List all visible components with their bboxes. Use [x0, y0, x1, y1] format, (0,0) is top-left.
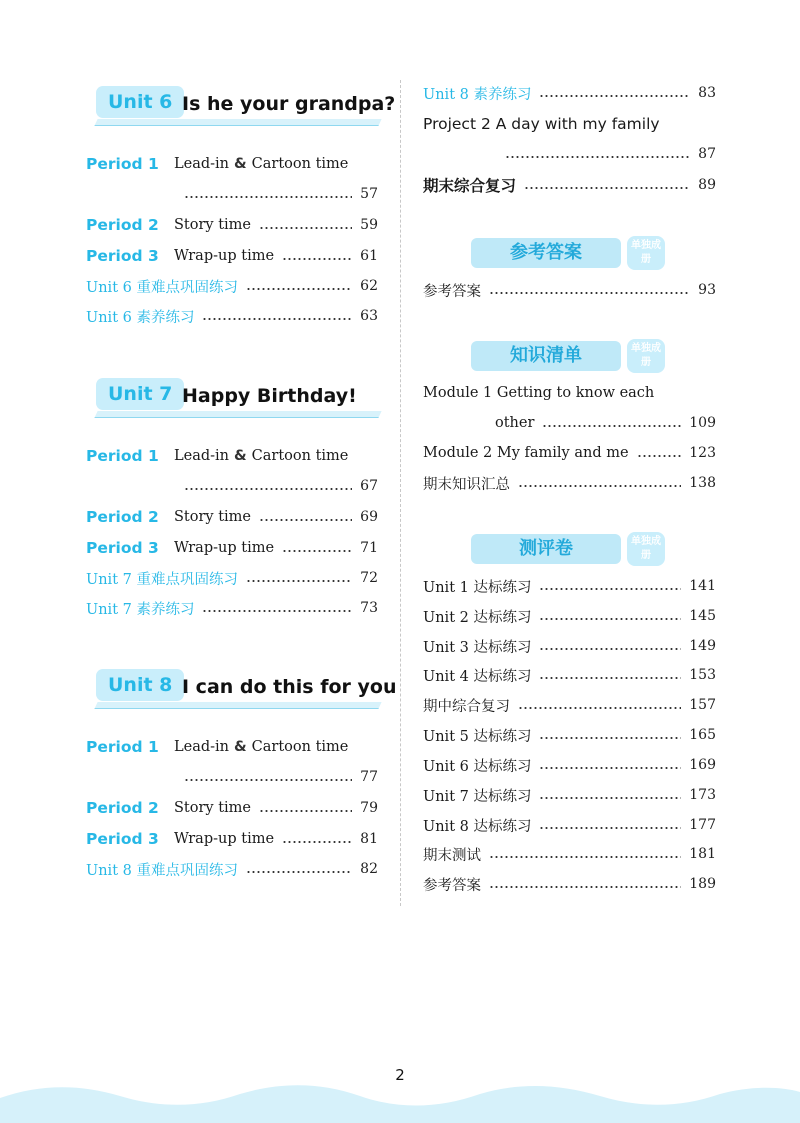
page-number: 153 — [689, 667, 716, 683]
entry-label: Lead-in — [174, 156, 230, 172]
toc-entry-continued[interactable] — [86, 766, 378, 788]
leader-dots — [489, 292, 690, 294]
page-number: 81 — [360, 831, 378, 847]
toc-entry[interactable] — [423, 814, 716, 836]
entry-label: Unit 2 达标练习 — [423, 609, 532, 626]
separate-volume-tag: 单独成册 — [627, 339, 665, 373]
knowledge-banner — [471, 339, 671, 373]
leader-dots — [282, 841, 352, 843]
period-label: Period 1 — [86, 155, 159, 173]
entry-label: Unit 6 达标练习 — [423, 758, 532, 775]
entry-label: Unit 5 达标练习 — [423, 728, 532, 745]
page-number: 93 — [698, 282, 716, 298]
section-title: 知识清单 — [471, 341, 621, 371]
page-number: 165 — [689, 727, 716, 743]
toc-entry[interactable] — [86, 153, 378, 175]
toc-entry[interactable] — [86, 797, 378, 819]
toc-entry[interactable] — [423, 843, 716, 865]
unit-title: Is he your grandpa? — [182, 93, 396, 115]
page-number: 82 — [360, 861, 378, 877]
leader-dots — [539, 618, 681, 620]
toc-entry[interactable] — [423, 575, 716, 597]
leader-dots — [505, 156, 690, 158]
leader-dots — [184, 196, 352, 198]
leader-dots — [539, 737, 681, 739]
leader-dots — [246, 871, 352, 873]
entry-label: Unit 7 重难点巩固练习 — [86, 571, 238, 588]
ampersand: & — [234, 739, 247, 755]
page-number: 141 — [689, 578, 716, 594]
entry-label-cont: other — [495, 415, 535, 431]
entry-label: 期末知识汇总 — [423, 476, 510, 493]
entry-label: Unit 7 达标练习 — [423, 788, 532, 805]
page-number: 123 — [689, 445, 716, 461]
toc-entry[interactable] — [86, 537, 378, 559]
toc-entry-continued[interactable] — [86, 475, 378, 497]
page-number: 89 — [698, 177, 716, 193]
toc-entry[interactable] — [86, 445, 378, 467]
column-divider — [400, 80, 401, 906]
entry-label-2: Cartoon time — [251, 448, 349, 464]
leader-dots — [282, 550, 352, 552]
header-underline — [94, 119, 381, 126]
leader-dots — [542, 425, 681, 427]
leader-dots — [184, 488, 352, 490]
page-number: 57 — [360, 186, 378, 202]
toc-entry-continued[interactable] — [423, 143, 716, 165]
entry-label: Unit 6 重难点巩固练习 — [86, 279, 238, 296]
unit-title: I can do this for you — [182, 676, 397, 698]
entry-label: Lead-in — [174, 448, 230, 464]
leader-dots — [202, 610, 352, 612]
entry-label: Unit 8 重难点巩固练习 — [86, 862, 238, 879]
entry-label: 期中综合复习 — [423, 698, 510, 715]
toc-entry[interactable] — [423, 873, 716, 895]
toc-entry-continued[interactable] — [423, 412, 716, 434]
period-label: Period 2 — [86, 508, 159, 526]
toc-entry[interactable] — [423, 724, 716, 746]
leader-dots — [282, 258, 352, 260]
toc-entry[interactable] — [423, 472, 716, 494]
toc-entry[interactable] — [86, 828, 378, 850]
period-label: Period 1 — [86, 738, 159, 756]
leader-dots — [539, 677, 681, 679]
wave-shape — [0, 1085, 800, 1123]
toc-entry[interactable] — [86, 245, 378, 267]
leader-dots — [539, 95, 690, 97]
section-title: 测评卷 — [471, 534, 621, 564]
page-number: 109 — [689, 415, 716, 431]
toc-entry[interactable] — [86, 506, 378, 528]
entry-label-2: Cartoon time — [251, 739, 349, 755]
leader-dots — [637, 455, 682, 457]
page-number: 189 — [689, 876, 716, 892]
ampersand: & — [234, 448, 247, 464]
period-label: Period 2 — [86, 216, 159, 234]
entry-label: Unit 6 素养练习 — [86, 309, 195, 326]
unit-badge: Unit 6 — [96, 86, 184, 118]
toc-entry[interactable] — [423, 382, 716, 404]
entry-label: Unit 7 素养练习 — [86, 601, 195, 618]
page-number: 173 — [689, 787, 716, 803]
page-number: 149 — [689, 638, 716, 654]
toc-entry[interactable] — [86, 858, 378, 880]
unit-badge: Unit 7 — [96, 378, 184, 410]
entry-label: Unit 4 达标练习 — [423, 668, 532, 685]
entry-label-2: Cartoon time — [251, 156, 349, 172]
entry-label: Lead-in — [174, 739, 230, 755]
toc-entry[interactable] — [423, 754, 716, 776]
separate-volume-tag: 单独成册 — [627, 532, 665, 566]
page-number: 157 — [689, 697, 716, 713]
toc-entry[interactable] — [86, 567, 378, 589]
page-number: 72 — [360, 570, 378, 586]
leader-dots — [539, 767, 681, 769]
entry-label: Story time — [174, 217, 252, 233]
unit-badge: Unit 8 — [96, 669, 184, 701]
page-number: 73 — [360, 600, 378, 616]
page-number: 169 — [689, 757, 716, 773]
entry-label: Story time — [174, 509, 252, 525]
entry-label: Unit 3 达标练习 — [423, 639, 532, 656]
entry-label: 参考答案 — [423, 283, 481, 300]
toc-entry[interactable] — [423, 635, 716, 657]
leader-dots — [259, 227, 352, 229]
leader-dots — [489, 886, 681, 888]
period-label: Period 3 — [86, 247, 159, 265]
page-number: 63 — [360, 308, 378, 324]
toc-entry[interactable] — [423, 82, 716, 104]
leader-dots — [259, 519, 352, 521]
wave-decoration — [0, 1078, 800, 1123]
answers-banner — [471, 236, 671, 270]
entry-label: Project 2 A day with my family — [423, 115, 660, 133]
entry-label: Wrap-up time — [174, 540, 275, 556]
page-number: 181 — [689, 846, 716, 862]
entry-label: Story time — [174, 800, 252, 816]
page-number: 71 — [360, 540, 378, 556]
toc-entry[interactable] — [423, 279, 716, 301]
toc-entry[interactable] — [423, 605, 716, 627]
toc-entry[interactable] — [423, 113, 716, 135]
leader-dots — [246, 288, 352, 290]
entry-label: Module 2 My family and me — [423, 445, 629, 461]
unit-title: Happy Birthday! — [182, 385, 357, 407]
entry-label: Unit 1 达标练习 — [423, 579, 532, 596]
period-label: Period 1 — [86, 447, 159, 465]
page-number: 83 — [698, 85, 716, 101]
toc-entry[interactable] — [423, 784, 716, 806]
toc-entry[interactable] — [423, 174, 716, 196]
page-number: 69 — [360, 509, 378, 525]
entry-label: Unit 8 素养练习 — [423, 86, 532, 103]
header-underline — [94, 702, 381, 709]
page-number: 79 — [360, 800, 378, 816]
entry-label: 期末综合复习 — [423, 177, 517, 195]
leader-dots — [539, 797, 681, 799]
entry-label: Module 1 Getting to know each — [423, 385, 655, 401]
toc-entry-continued[interactable] — [86, 183, 378, 205]
header-underline — [94, 411, 381, 418]
toc-entry[interactable] — [86, 214, 378, 236]
unit-7-header — [96, 376, 380, 420]
period-label: Period 2 — [86, 799, 159, 817]
page-number: 62 — [360, 278, 378, 294]
leader-dots — [246, 580, 352, 582]
period-label: Period 3 — [86, 830, 159, 848]
separate-volume-tag: 单独成册 — [627, 236, 665, 270]
toc-entry[interactable] — [423, 664, 716, 686]
leader-dots — [489, 856, 681, 858]
page-number: 67 — [360, 478, 378, 494]
unit-8-header — [96, 667, 397, 711]
entry-label: 期末测试 — [423, 847, 481, 864]
leader-dots — [539, 827, 681, 829]
toc-entry[interactable] — [86, 736, 378, 758]
ampersand: & — [234, 156, 247, 172]
page-number: 77 — [360, 769, 378, 785]
section-title: 参考答案 — [471, 238, 621, 268]
unit-6-header — [96, 84, 396, 128]
toc-entry[interactable] — [423, 694, 716, 716]
page-number: 61 — [360, 248, 378, 264]
page-number: 145 — [689, 608, 716, 624]
leader-dots — [202, 318, 352, 320]
leader-dots — [539, 648, 681, 650]
entry-label: 参考答案 — [423, 877, 481, 894]
toc-entry[interactable] — [86, 305, 378, 327]
page-number-footer: 2 — [395, 1066, 405, 1084]
leader-dots — [524, 187, 690, 189]
page-number: 59 — [360, 217, 378, 233]
page-number: 138 — [689, 475, 716, 491]
page-number: 87 — [698, 146, 716, 162]
leader-dots — [518, 485, 681, 487]
toc-entry[interactable] — [423, 442, 716, 464]
leader-dots — [539, 588, 681, 590]
entry-label: Wrap-up time — [174, 831, 275, 847]
entry-label: Wrap-up time — [174, 248, 275, 264]
toc-entry[interactable] — [86, 275, 378, 297]
toc-entry[interactable] — [86, 597, 378, 619]
leader-dots — [259, 810, 352, 812]
page-number: 177 — [689, 817, 716, 833]
leader-dots — [518, 707, 681, 709]
period-label: Period 3 — [86, 539, 159, 557]
tests-banner — [471, 532, 671, 566]
entry-label: Unit 8 达标练习 — [423, 818, 532, 835]
leader-dots — [184, 779, 352, 781]
